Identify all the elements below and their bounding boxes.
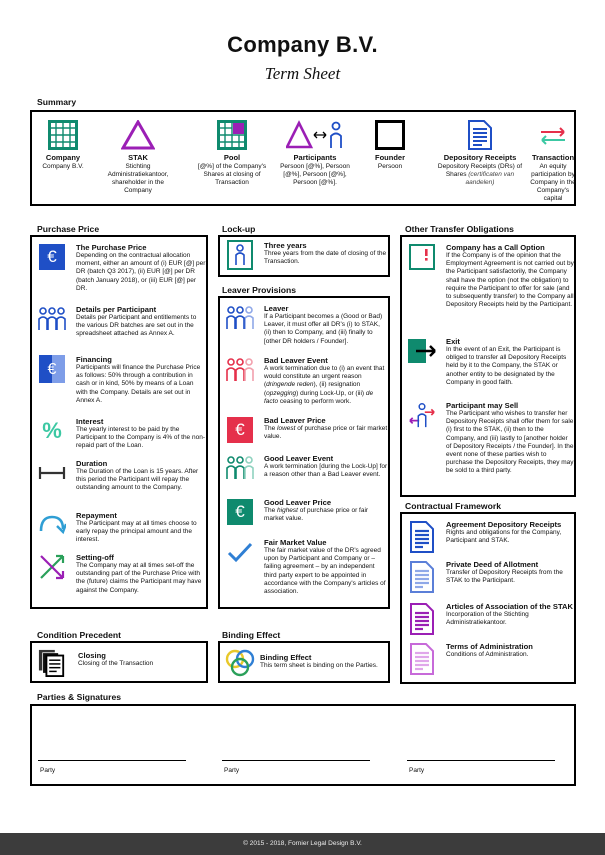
entry-body: The Duration of the Loan is 15 years. After this period the Participant will repay the outstanding amount to the Company. xyxy=(76,468,199,492)
entry-title: Articles of Association of the STAK xyxy=(446,602,573,611)
entry-title: Exit xyxy=(446,337,460,346)
body-part: de facto xyxy=(264,389,374,405)
page-subtitle: Term Sheet xyxy=(264,64,341,83)
body-part: ceasing to perform work. xyxy=(278,397,352,405)
entry-body: In the event of an Exit, the Participant is obliged to transfer all Depository Receipts held by it to the Company, the STAK or another entity to be designated by the Company in good faith. xyxy=(446,346,567,386)
return-arrow-icon xyxy=(38,511,66,539)
summary-participants-name: Participants xyxy=(293,153,337,162)
body-part: of purchase price or fair market value. xyxy=(264,425,388,441)
condition-label: Condition Precedent xyxy=(37,630,122,640)
body-part: The xyxy=(264,507,278,514)
people-red-icon xyxy=(226,356,254,384)
summary-company-desc: Company B.V. xyxy=(42,163,84,170)
summary-pool xyxy=(192,120,272,187)
entry-title: Three years xyxy=(264,241,307,250)
summary-dr-desc-main: Depository Receipts (DRs) of Shares xyxy=(437,163,523,178)
signature-line[interactable] xyxy=(38,760,186,761)
summary-label: Summary xyxy=(37,97,77,107)
body-part: lowest xyxy=(277,425,296,432)
summary-dr-name: Depository Receipts xyxy=(443,153,517,162)
entry-title: Details per Participant xyxy=(76,305,157,314)
entry-body: Incorporation of the Stichting Administratiekantoor. xyxy=(446,611,529,627)
document-pink-icon xyxy=(408,642,436,676)
summary-founder-desc: Persoon xyxy=(377,163,403,170)
euro-icon: € xyxy=(38,243,66,271)
body-part: ), (ii) resignation ( xyxy=(264,381,361,397)
checkmark-icon xyxy=(226,538,254,566)
entry-title: Duration xyxy=(76,459,108,468)
people-green-icon xyxy=(226,454,254,482)
percent-icon: % xyxy=(42,418,62,443)
summary-dr-desc xyxy=(436,163,524,187)
summary-box xyxy=(30,110,576,206)
party-label: Party xyxy=(409,767,425,774)
entry-body: If a Participant becomes a (Good or Bad) Leaver, it must offer all DR's (i) to STAK, (ii) then to Company, and (iii) finally to [other DR holders / Founder]. xyxy=(264,313,383,345)
summary-transaction-desc: An equity participation by Company in the Company's capital xyxy=(530,163,576,202)
entry-title: Terms of Administration xyxy=(446,642,533,651)
exit-icon xyxy=(408,337,436,365)
entry-title: Fair Market Value xyxy=(264,538,327,547)
binding-label: Binding Effect xyxy=(222,630,281,640)
triangle-icon xyxy=(100,120,176,150)
summary-pool-desc: [@%] of the Company's Shares at closing of Transaction xyxy=(197,163,267,186)
entry-body: The Participant who wishes to transfer her Depository Receipts shall offer them for sale (i) first to the STAK, (ii) then to the Company, and (iii) lastly to [another holder of Depository Receipts / the Founder]. In the event none of these parties wish to purchase the Depository Receipts, they may be sold to a third party. xyxy=(446,410,574,475)
signature-line[interactable] xyxy=(222,760,370,761)
summary-participants-desc: Persoon [@%], Persoon [@%], Persoon [@%], Persoon [@%]. xyxy=(280,163,350,186)
condition-box xyxy=(30,641,208,683)
entry-body: Participants will finance the Purchase Price as follows: 50% through a contribution in cash or in kind, 50% by means of a Loan with the Company. Details are set out in Annex A. xyxy=(76,364,201,404)
party-label: Party xyxy=(40,767,56,774)
entry-title: Bad Leaver Price xyxy=(264,416,326,425)
page-title: Company B.V. xyxy=(227,32,378,57)
body-part: The xyxy=(264,425,278,432)
locked-person-icon xyxy=(226,241,254,269)
entry-body: Three years from the date of closing of the Transaction. xyxy=(264,250,387,266)
summary-depository-receipts xyxy=(436,120,524,187)
pool-grid-icon xyxy=(192,120,272,150)
body-part: opzegging xyxy=(266,389,297,397)
summary-dr-desc-extra: (certificaten van aandelen) xyxy=(465,171,515,186)
entry-body: Conditions of Administration. xyxy=(446,651,529,658)
entry-body: This term sheet is binding on the Parties. xyxy=(260,662,378,669)
entry-title: Agreement Depository Receipts xyxy=(446,520,562,529)
signatures-box xyxy=(30,704,576,786)
entry-title: Repayment xyxy=(76,511,117,520)
signatures-label: Parties & Signatures xyxy=(37,692,122,702)
entry-title: Financing xyxy=(76,355,112,364)
entry-body: The Company may at all times set-off the outstanding part of the Purchase Price with the (future) claims the Participant may have against the Company. xyxy=(76,562,202,594)
summary-stak xyxy=(100,120,176,195)
transfer-arrows-icon xyxy=(528,120,578,150)
contractual-box xyxy=(400,512,576,684)
grid-icon xyxy=(36,120,90,150)
body-part: A work termination due to (i) an event that would constitute an urgent reason ( xyxy=(264,365,385,389)
other-transfer-label: Other Transfer Obligations xyxy=(405,224,514,234)
summary-founder xyxy=(358,120,422,171)
euro-green-icon: € xyxy=(226,498,254,526)
entry-title: Good Leaver Event xyxy=(264,454,334,463)
linked-rings-icon xyxy=(224,647,256,679)
entry-body: Depending on the contractual allocation moment, either an amount of (i) EUR [@] per DR (batch Q3 2017), (ii) EUR [@] per DR (batch January 2018), or (iii) EUR [@] per DR. xyxy=(76,252,206,292)
leaver-label: Leaver Provisions xyxy=(222,285,297,295)
document-lightblue-icon xyxy=(408,560,436,594)
people-group-icon xyxy=(38,305,66,333)
body-part: highest xyxy=(277,507,298,514)
documents-stack-icon xyxy=(38,647,66,679)
body-part: dringende reden xyxy=(266,381,314,389)
body-part: ) during Lock-Up, or (iii) xyxy=(296,389,366,397)
binding-box xyxy=(218,641,390,683)
span-bar-icon xyxy=(38,459,66,487)
footer-copyright: © 2015 - 2018, Fornier Legal Design B.V. xyxy=(0,833,605,855)
entry-body: Transfer of Depository Receipts from the STAK to the Participant. xyxy=(446,569,563,585)
flag-square-icon xyxy=(408,243,436,271)
svg-text:€: € xyxy=(47,361,57,378)
square-icon xyxy=(358,120,422,150)
entry-title: Interest xyxy=(76,417,104,426)
entry-title: Private Deed of Allotment xyxy=(446,560,539,569)
other-transfer-box xyxy=(400,235,576,497)
entry-body xyxy=(264,507,388,523)
entry-title: Leaver xyxy=(264,304,289,313)
document-icon xyxy=(436,120,524,150)
leaver-box xyxy=(218,296,390,609)
entry-title: Participant may Sell xyxy=(446,401,519,410)
entry-body: Closing of the Transaction xyxy=(78,660,154,667)
summary-founder-name: Founder xyxy=(375,153,405,162)
lockup-label: Lock-up xyxy=(222,224,256,234)
participant-exchange-icon xyxy=(278,120,352,150)
summary-company-name: Company xyxy=(45,153,81,162)
summary-company xyxy=(36,120,90,171)
summary-pool-name: Pool xyxy=(223,153,241,162)
entry-body: A work termination [during the Lock-Up] for a reason other than a Bad Leaver event. xyxy=(264,463,388,479)
entry-body: The Participant may at all times choose to early repay the principal amount and the interest. xyxy=(76,520,197,544)
person-transfer-icon xyxy=(408,401,436,429)
euro-red-icon: € xyxy=(226,416,254,444)
entry-body: If the Company is of the opinion that the Employment Agreement is not carried out by the Participant satisfactorily, the Company shall have the option (not the obligation) to require the Participant to offer for sale (and to subsequently transfer) to the Company all Depository Receipts held by the Participant. xyxy=(446,252,574,309)
body-part: of purchase price or fair market value. xyxy=(264,507,369,523)
entry-title: The Purchase Price xyxy=(76,243,147,252)
entry-body xyxy=(264,425,388,441)
contractual-label: Contractual Framework xyxy=(405,501,501,511)
entry-body: Details per Participant and entitlements to the various DR batches are set out in the spreadsheet attached as Annex A. xyxy=(76,314,197,338)
entry-body: The yearly interest to be paid by the Participant to the Company is 4% of the non-repaid part of the Loan. xyxy=(76,426,205,450)
purchase-price-label: Purchase Price xyxy=(37,224,100,234)
entry-body xyxy=(264,365,388,406)
summary-transaction xyxy=(528,120,578,203)
entry-title: Setting-off xyxy=(76,553,114,562)
cross-arrows-icon xyxy=(38,553,66,581)
entry-title: Binding Effect xyxy=(260,653,312,662)
entry-body: Rights and obligations for the Company, Participant and STAK. xyxy=(446,529,562,545)
summary-stak-desc: Stichting Administratiekantoor, shareholder in the Company xyxy=(107,163,169,194)
summary-participants xyxy=(278,120,352,187)
document-purple-icon xyxy=(408,602,436,636)
entry-title: Bad Leaver Event xyxy=(264,356,328,365)
party-label: Party xyxy=(224,767,240,774)
signature-line[interactable] xyxy=(407,760,555,761)
entry-body: The fair market value of the DR's agreed upon by Participant and Company or – failing agreement – by an independent third party expert to be appointed in accordance with the Company's articles of association. xyxy=(264,547,386,596)
lockup-box xyxy=(218,235,390,277)
euro-split-icon xyxy=(38,355,66,383)
summary-stak-name: STAK xyxy=(128,153,148,162)
purchase-price-box xyxy=(30,235,208,609)
entry-title: Company has a Call Option xyxy=(446,243,545,252)
entry-title: Closing xyxy=(78,651,106,660)
summary-transaction-name: Transaction xyxy=(531,153,575,162)
people-group-icon xyxy=(226,304,254,332)
document-blue-icon xyxy=(408,520,436,554)
entry-title: Good Leaver Price xyxy=(264,498,332,507)
